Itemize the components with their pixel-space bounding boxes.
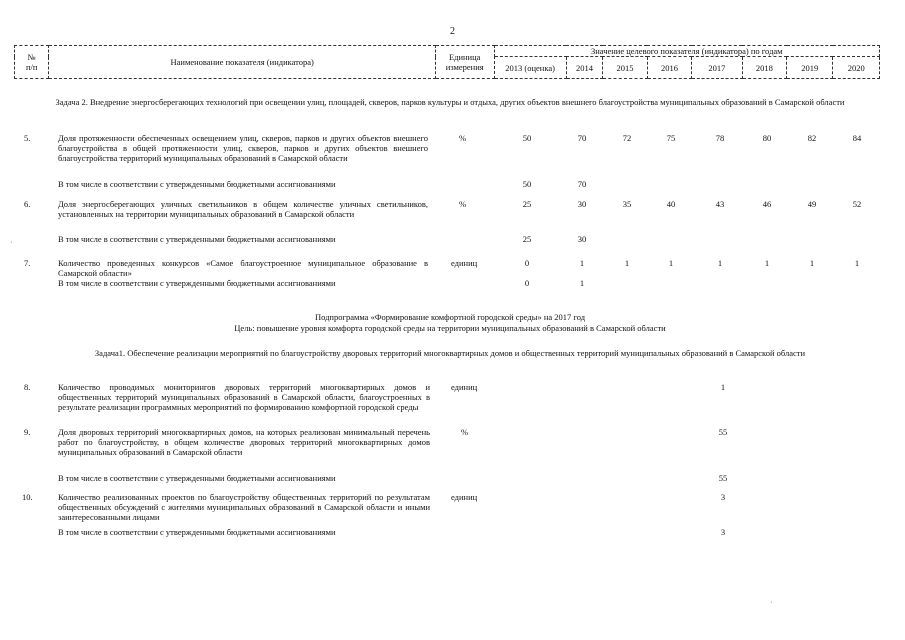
header-table (14, 45, 880, 79)
value-2018: 46 (762, 199, 772, 209)
value-2015: 35 (622, 199, 632, 209)
header-year: 2016 (647, 57, 691, 79)
unit: единиц (451, 258, 478, 268)
subvalue-2013: 25 (522, 234, 532, 244)
indicator-name: Количество проводимых мониторингов дворовых территорий многоквартирных домов и общественных территорий муниципальных образований в Самарской области, благоустроенных в результате реализации программных мероприятий по формированию комфортной городской среды (58, 382, 430, 412)
header-year: 2019 (787, 57, 833, 79)
subvalue-2014: 30 (577, 234, 587, 244)
subprogram-goal: Цель: повышение уровня комфорта городской среды на территории муниципальных образований в Самарской области (234, 323, 666, 333)
subvalue-2013: 0 (524, 278, 530, 288)
indicator-name: Доля энергосберегающих уличных светильников в общем количестве уличных светильников, установленных на территории муниципальных образований в Самарской области (58, 199, 428, 219)
indicator-name: Количество реализованных проектов по благоустройству общественных территорий по результатам общественных обсуждений с жителями муниципальных образований в Самарской области и иными заинтересованными лицами (58, 492, 430, 522)
subprogram-title: Подпрограмма «Формирование комфортной городской среды» на 2017 год (314, 312, 586, 322)
row-number: 9. (24, 427, 31, 437)
value-2018: 1 (764, 258, 770, 268)
row-number: 10. (22, 492, 33, 502)
value-2017: 55 (718, 427, 728, 437)
value-2016: 75 (666, 133, 676, 143)
value-2016: 40 (666, 199, 676, 209)
page-number: 2 (450, 26, 455, 37)
value-2017: 43 (715, 199, 725, 209)
task-1-heading: Задача1. Обеспечение реализации мероприятий по благоустройству дворовых территорий многоквартирных домов и общественных территорий муниципальных образований в Самарской области (94, 348, 806, 358)
value-2017: 1 (717, 258, 723, 268)
value-2017: 1 (720, 382, 726, 392)
subrow-label: В том числе в соответствии с утвержденными бюджетными ассигнованиями (58, 234, 336, 244)
indicator-name: Доля протяженности обеспеченных освещением улиц, скверов, парков и других объектов внешнего благоустройства в общей протяженности улиц, скверов, парков и других объектов внешнего благоустройства территорий муниципальных образований в Самарской области (58, 133, 428, 163)
value-2016: 1 (668, 258, 674, 268)
indicator-name: Количество проведенных конкурсов «Самое благоустроенное муниципальное образование в Самарской области» (58, 258, 428, 278)
value-2019: 82 (807, 133, 817, 143)
header-col-values: Значение целевого показателя (индикатора) по годам (494, 46, 880, 57)
scan-speck: · (10, 238, 13, 247)
subvalue-2013: 50 (522, 179, 532, 189)
subrow-label: В том числе в соответствии с утвержденными бюджетными ассигнованиями (58, 278, 336, 288)
value-2019: 49 (807, 199, 817, 209)
value-2013: 50 (522, 133, 532, 143)
value-2014: 30 (577, 199, 587, 209)
value-2015: 1 (624, 258, 630, 268)
header-year: 2015 (603, 57, 647, 79)
unit: % (459, 199, 467, 209)
value-2020: 84 (852, 133, 862, 143)
value-2020: 52 (852, 199, 862, 209)
value-2017: 3 (720, 492, 726, 502)
subvalue-2014: 70 (577, 179, 587, 189)
value-2014: 1 (579, 258, 585, 268)
value-2020: 1 (854, 258, 860, 268)
value-2013: 25 (522, 199, 532, 209)
header-year: 2013 (оценка) (494, 57, 566, 79)
unit: единиц (451, 382, 478, 392)
value-2015: 72 (622, 133, 632, 143)
subrow-label: В том числе в соответствии с утвержденными бюджетными ассигнованиями (58, 179, 336, 189)
header-col-name: Наименование показателя (индикатора) (49, 46, 435, 79)
header-year: 2014 (566, 57, 603, 79)
unit: % (459, 133, 467, 143)
scan-speck: · (770, 598, 773, 607)
subvalue-2014: 1 (579, 278, 585, 288)
header-col-no: № п/п (15, 46, 49, 79)
value-2018: 80 (762, 133, 772, 143)
task-2-heading: Задача 2. Внедрение энергосберегающих технологий при освещении улиц, площадей, скверов, парков культуры и отдыха, других объектов внешнего благоустройства муниципальных образований в Самарской области (55, 97, 845, 107)
value-2019: 1 (809, 258, 815, 268)
header-col-unit: Единица измерения (435, 46, 494, 79)
row-number: 8. (24, 382, 31, 392)
value-2014: 70 (577, 133, 587, 143)
subvalue-2017: 3 (720, 527, 726, 537)
row-number: 6. (24, 199, 31, 209)
value-2017: 78 (715, 133, 725, 143)
unit: единиц (451, 492, 478, 502)
header-year: 2018 (742, 57, 786, 79)
indicator-name: Доля дворовых территорий многоквартирных домов, на которых реализован минимальный перечень работ по благоустройству, в общем количестве дворовых территорий многоквартирных домов муниципальных образований в Самарской области (58, 427, 430, 457)
unit: % (461, 427, 469, 437)
row-number: 5. (24, 133, 31, 143)
value-2013: 0 (524, 258, 530, 268)
header-year: 2020 (833, 57, 880, 79)
row-number: 7. (24, 258, 31, 268)
subvalue-2017: 55 (718, 473, 728, 483)
subrow-label: В том числе в соответствии с утвержденными бюджетными ассигнованиями (58, 527, 336, 537)
subrow-label: В том числе в соответствии с утвержденными бюджетными ассигнованиями (58, 473, 336, 483)
header-year: 2017 (692, 57, 742, 79)
